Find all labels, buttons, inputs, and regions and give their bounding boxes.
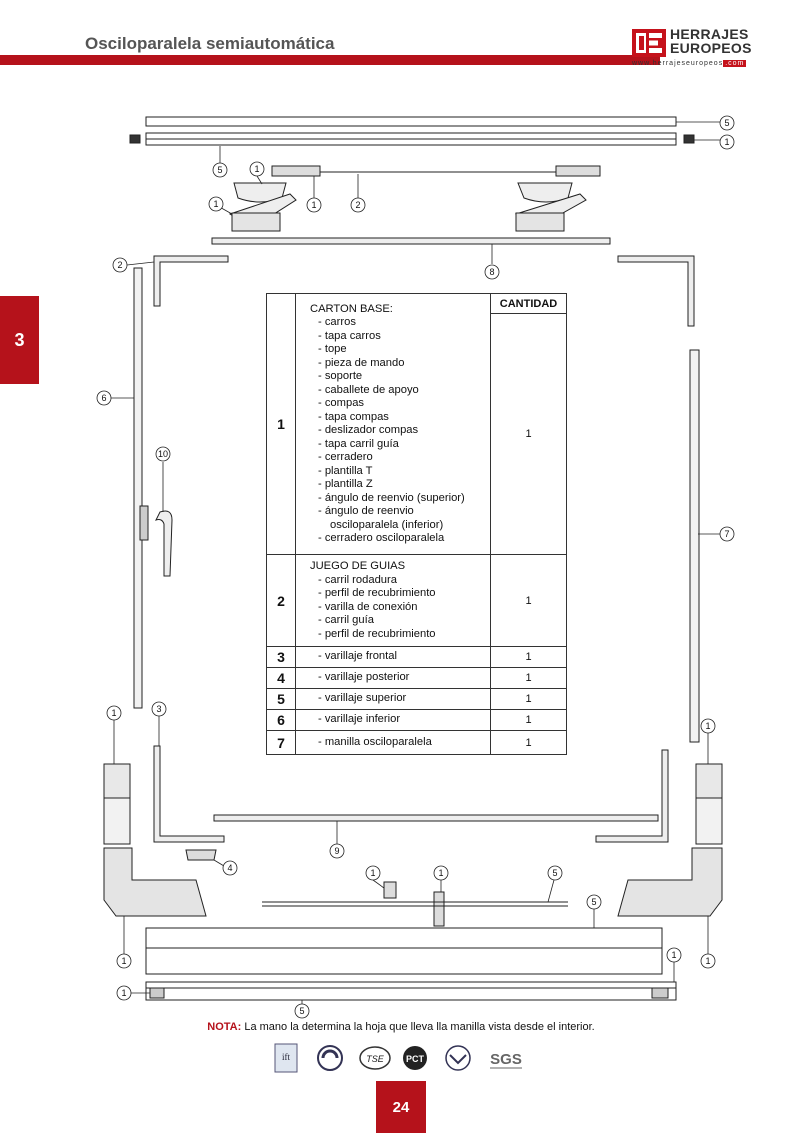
list-item: - compas xyxy=(318,397,365,409)
list-item: - tope xyxy=(318,343,347,355)
callout-1: 1 xyxy=(671,950,677,960)
pct-logo-icon xyxy=(400,1043,430,1073)
row-qty: 1 xyxy=(491,668,567,689)
list-item: - plantilla Z xyxy=(318,478,373,490)
list-item: - cerradero xyxy=(318,451,373,463)
row-number: 2 xyxy=(267,555,296,647)
callout-3: 3 xyxy=(156,704,162,714)
cert-sgs: SGS xyxy=(490,1051,522,1068)
callout-5: 5 xyxy=(552,868,558,878)
callout-1: 1 xyxy=(121,956,127,966)
table-row xyxy=(267,294,567,314)
callout-1: 1 xyxy=(705,721,711,731)
note-label: NOTA: xyxy=(207,1021,242,1033)
callout-5: 5 xyxy=(217,165,223,175)
list-item: - ángulo de reenvio xyxy=(318,505,414,517)
tse-logo-icon xyxy=(358,1043,392,1073)
list-item: - caballete de apoyo xyxy=(318,383,419,396)
callout-5: 5 xyxy=(591,897,597,907)
list-item: - perfil de recubrimiento xyxy=(318,627,436,640)
logo-line2: EUROPEOS xyxy=(670,40,752,56)
list-item: osciloparalela (inferior) xyxy=(330,518,444,531)
callout-7: 7 xyxy=(724,529,730,539)
list-item: - perfil de recubrimiento xyxy=(318,587,436,599)
list-item: - plantilla T xyxy=(318,464,373,477)
callout-2: 2 xyxy=(355,200,361,210)
row-number: 3 xyxy=(267,647,296,668)
callout-1: 1 xyxy=(121,988,127,998)
row-number: 6 xyxy=(267,710,296,731)
note xyxy=(0,1021,802,1033)
list-item: - soporte xyxy=(318,370,363,382)
row-number: 5 xyxy=(267,689,296,710)
row-qty: 1 xyxy=(491,647,567,668)
row-title: CARTON BASE: xyxy=(310,302,393,315)
callout-1: 1 xyxy=(311,200,317,210)
quality-seal-icon xyxy=(316,1043,344,1073)
row-title: - varillaje frontal xyxy=(318,650,397,663)
ift-logo-icon xyxy=(274,1043,298,1073)
row-qty: 1 xyxy=(491,710,567,731)
row-description xyxy=(296,710,491,731)
page-title: Osciloparalela semiautomática xyxy=(85,34,335,53)
list-item: - carril rodadura xyxy=(318,573,397,586)
list-item: - pieza de mando xyxy=(318,356,405,369)
chapter-tab: 3 xyxy=(0,296,39,384)
list-item: - deslizador compas xyxy=(318,424,419,436)
list-item: - tapa carril guía xyxy=(318,437,399,450)
list-item: - carros xyxy=(318,316,356,328)
row-description xyxy=(296,294,491,555)
callout-9: 9 xyxy=(334,846,340,856)
row-qty: 1 xyxy=(491,314,567,555)
row-number: 4 xyxy=(267,668,296,689)
row-qty: 1 xyxy=(491,555,567,647)
cert-tse: TSE xyxy=(366,1054,384,1064)
table-row xyxy=(267,668,567,689)
row-description xyxy=(296,555,491,647)
row-title: - varillaje inferior xyxy=(318,713,401,726)
table-row xyxy=(267,689,567,710)
cert-ift: ift xyxy=(282,1052,290,1062)
table-row xyxy=(267,647,567,668)
list-item: - tapa compas xyxy=(318,410,389,423)
qty-header: CANTIDAD xyxy=(491,294,567,314)
row-title: - varillaje superior xyxy=(318,692,407,705)
list-item: - tapa carros xyxy=(318,329,381,342)
callout-1: 1 xyxy=(111,708,117,718)
callout-1: 1 xyxy=(370,868,376,878)
callout-6: 6 xyxy=(101,393,107,403)
callout-10: 10 xyxy=(157,449,169,459)
row-title: JUEGO DE GUIAS xyxy=(310,560,406,572)
list-item: - carril guía xyxy=(318,614,374,626)
logo-url-suffix: .com xyxy=(725,60,745,67)
callout-1: 1 xyxy=(213,199,219,209)
row-title: - manilla osciloparalela xyxy=(318,735,432,748)
callout-4: 4 xyxy=(227,863,233,873)
logo-url-text: www.herrajeseuropeos xyxy=(632,60,724,67)
row-title: - varillaje posterior xyxy=(318,671,410,684)
list-item: - ángulo de reenvio (superior) xyxy=(318,491,465,504)
callout-1: 1 xyxy=(438,868,444,878)
logo-line1: HERRAJES xyxy=(670,26,749,42)
row-number: 7 xyxy=(267,731,296,755)
callout-5: 5 xyxy=(299,1006,305,1016)
table-row xyxy=(267,731,567,755)
list-item: - cerradero osciloparalela xyxy=(318,532,445,544)
row-description xyxy=(296,668,491,689)
row-description xyxy=(296,731,491,755)
row-description xyxy=(296,689,491,710)
sgs-logo-icon xyxy=(486,1043,526,1073)
row-number: 1 xyxy=(267,294,296,555)
callout-5: 5 xyxy=(724,118,730,128)
parts-table xyxy=(266,293,567,755)
callout-2: 2 xyxy=(117,260,123,270)
top-cover-profile xyxy=(146,117,676,126)
row-description xyxy=(296,647,491,668)
page-number: 24 xyxy=(376,1081,426,1133)
table-row xyxy=(267,710,567,731)
list-item: - varilla de conexión xyxy=(318,600,418,613)
cert-pct: PCT xyxy=(406,1054,424,1064)
note-text: La mano la determina la hoja que lleva lla manilla vista desde el interior. xyxy=(241,1021,595,1033)
row-qty: 1 xyxy=(491,731,567,755)
callout-1: 1 xyxy=(705,956,711,966)
row-qty: 1 xyxy=(491,689,567,710)
table-row xyxy=(267,555,567,647)
ukr-seal-icon xyxy=(444,1043,472,1073)
callout-1: 1 xyxy=(724,137,730,147)
callout-1: 1 xyxy=(254,164,260,174)
callout-8: 8 xyxy=(489,267,495,277)
